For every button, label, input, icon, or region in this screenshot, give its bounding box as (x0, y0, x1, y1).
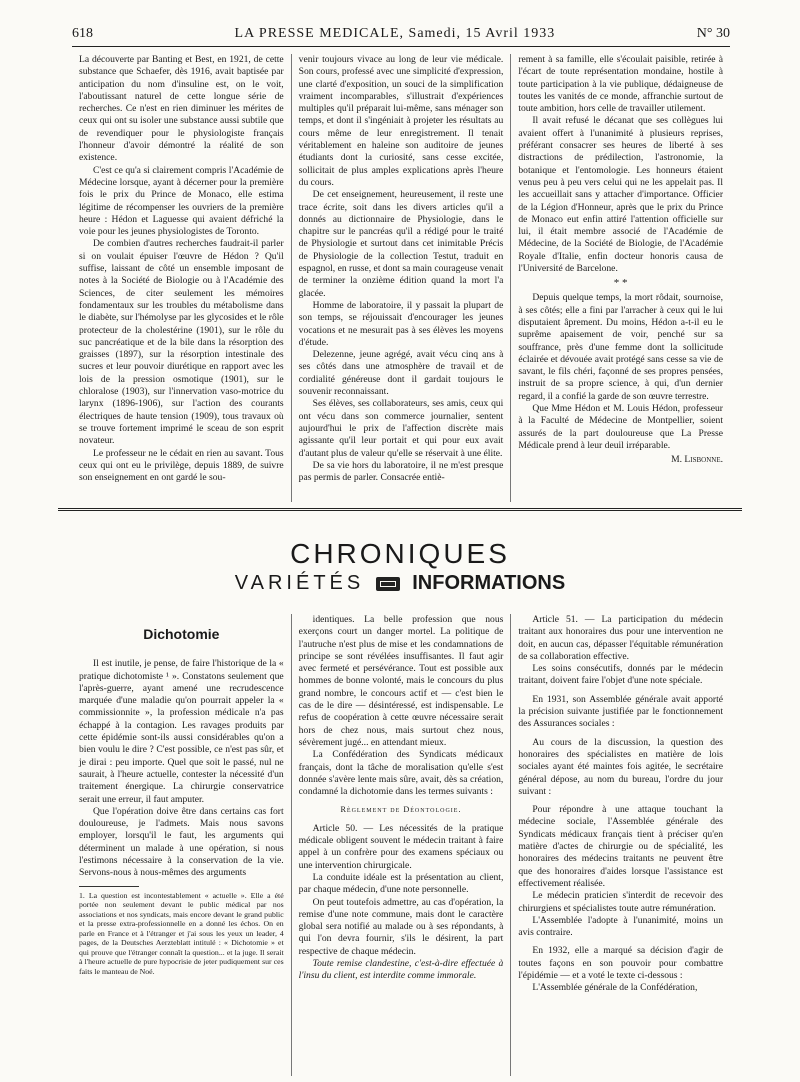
dichotomie-column-2 (291, 614, 511, 1076)
paragraph: Article 50. — Les nécessités de la pratique médicale obligent souvent le médecin traitant à faire appel à un confrère pour des examens spéciaux ou une intervention chirurgicale. (298, 822, 504, 871)
paragraph: Le médecin praticien s'interdit de recevoir des chirurgiens et spécialistes toute autre rémunération. (518, 890, 724, 914)
dichotomie-column-1 (72, 614, 291, 1076)
journal-title-date: LA PRESSE MEDICALE, Samedi, 15 Avril 1933 (234, 26, 556, 41)
article-title: Dichotomie (143, 626, 220, 642)
obituary-article (72, 54, 730, 502)
paragraph: identiques. La belle profession que nous exerçons court un danger mortel. La politique de l'autruche n'est plus de mise et les condamnations de principe se sont révélées insuffisantes. Il faut agir avec fermeté et persévérance. Tout est possible aux hommes de bonne volonté, mais le concours du plus grand nombre, le concours actif et — c'est bien le cas de le dire — désintéressé, est indispensable. Le refus de coopération à cette œuvre nécessaire serait hors de chez nous, mais surtout chez nous, sévèrement jugé... en attendant mieux. (298, 614, 504, 748)
header-rule (72, 46, 730, 47)
footnote-rule (79, 886, 139, 887)
paragraph: Les soins consécutifs, donnés par le médecin traitant, doivent faire l'objet d'une note spéciale. (518, 663, 724, 687)
paragraph: De cet enseignement, heureusement, il reste une trace écrite, soit dans les divers articles qu'il a donnés au dictionnaire de Physiologie, dans le chapitre sur le pancréas qu'il a rédigé pour le traité de Physiologie et surtout dans cet inimitable Précis de Physiologie de la collection Testut, traduit en espagnol, en russe, et dont sa main courageuse venait de terminer la onzième édition quand la mort l'a glacée. (298, 189, 504, 299)
chroniques-heading: CHRONIQUES (290, 538, 510, 569)
issue-date: Samedi, 15 Avril 1933 (408, 26, 556, 41)
paragraph: De sa vie hors du laboratoire, il ne m'est presque pas permis de parler. Consacrée entiè- (298, 459, 504, 484)
masthead-subtitle (0, 572, 800, 595)
paragraph: De combien d'autres recherches faudrait-il parler si on voulait épuiser l'œuvre de Hédon ? Qu'il suffise, laissant de côté un ensemble imposant de notes à la Société de Biologie ou à l'Académie des Sciences, de citer seulement les mémoires fondamentaux sur les troubles du métabolisme dans le diabète, sur l'hémolyse par les glycosides et le rôle protecteur de la cholestérine (1901), sur le rôle du suc pancréatique et de la bile dans la résorption des graisses (1897), sur la résorption intestinale des sucres et leur pouvoir diurétique en rapport avec les lois de la pression osmotique (1901), sur le chloralose (1903), sur l'innervation vaso-motrice du larynx (1896-1906), sur l'action des courants électriques de haute tension (1909), tous travaux où se trouve fortement imprimé le sceau de son esprit novateur. (79, 238, 284, 447)
paragraph: venir toujours vivace au long de leur vie médicale. Son cours, professé avec une simplicité d'expression, une clarté d'exposition, un souci de la simplification vraiment incomparables, s'illustrait d'expériences multiples qu'il préparait lui-même, sans ménager son temps, et dont il s'ingéniait à projeter les résultats au cours même de leur enregistrement. Il tenait véritablement en haleine son auditoire de jeunes étudiants dont la curiosité, sans cesse excitée, sollicitait de plus amples explications après l'heure du cours. (298, 54, 504, 188)
paragraph: Pour répondre à une attaque touchant la médecine sociale, l'Assemblée générale des Syndicats médicaux français tient à préciser qu'en matière d'actes de chirurgie ou de spécialité, les honoraires des médecins traitants ne peuvent être que des honoraires d'aides lorsque l'assistance est effectivement réalisée. (518, 804, 724, 889)
paragraph: En 1932, elle a marqué sa décision d'agir de toutes façons en son pouvoir pour combattre l'épidémie — et a voté le texte ci-dessous : (518, 945, 724, 982)
paragraph: Le professeur ne le cédait en rien au savant. Tous ceux qui ont eu le privilège, depuis 1889, de suivre son enseignement en ont gardé le sou- (79, 447, 284, 484)
paragraph-italic: Toute remise clandestine, c'est-à-dire effectuée à l'insu du client, est interdite comme immorale. (298, 958, 504, 982)
paragraph: Que Mme Hédon et M. Louis Hédon, professeur à la Faculté de Médecine de Montpellier, soient assurés de la part douloureuse que La Presse Médicale prend à leur deuil irréparable. (518, 403, 724, 451)
varietes-heading: VARIÉTÉS (234, 572, 365, 594)
paragraph: L'Assemblée l'adopte à l'unanimité, moins un avis contraire. (518, 914, 724, 939)
dichotomie-article (72, 614, 730, 1076)
paragraph: En 1931, son Assemblée générale avait apporté la précision suivante justifiée par le fonctionnement des Assurances sociales : (518, 693, 724, 730)
paragraph: On peut toutefois admettre, au cas d'opération, la remise d'une note commune, mais dont le caractère global sera notifié au malade ou à ses répondants, à qui l'on devra fournir, s'ils le désirent, la part respective de chaque médecin. (298, 896, 504, 957)
obituary-column-3 (510, 54, 730, 502)
paragraph: Homme de laboratoire, il y passait la plupart de son temps, se réjouissait d'encourager les jeunes vocations et ne mesurait pas à ses élèves les moyens d'étude. (298, 299, 504, 348)
paragraph: L'Assemblée générale de la Confédération, (532, 982, 698, 994)
journal-name: LA PRESSE MEDICALE (234, 26, 400, 41)
asterism: * * (613, 277, 628, 290)
footnote: 1. La question est incontestablement « actuelle ». Elle a été portée non seulement devant le public médical par nos associations et nos syndicats, mais encore devant le grand public et la presse extra-professionnelle en a donné les échos. On en parle en France et à l'étranger et j'ai sous les yeux un leader, 4 pages, de la Deutsches Aerzteblatt intitulé : « Dichotomie » et qui prouve que l'étranger connaît la question... et la juge. Il serait à l'heure actuelle de pure hypocrisie de jeter pudiquement sur ces faits le manteau de Noé. (79, 890, 284, 976)
paragraph: La conduite idéale est la présentation au client, par chaque médecin, d'une note personnelle. (298, 871, 504, 896)
section-masthead (0, 538, 800, 595)
paragraph: Au cours de la discussion, la question des honoraires des spécialistes en matière de lois sociales ayant été maintes fois agitée, le secrétaire général dépose, au nom du bureau, l'ordre du jour suivant : (518, 736, 724, 797)
paragraph: Delezenne, jeune agrégé, avait vécu cinq ans à ses côtés dans une atmosphère de travail et de cordialité généreuse dont il gardait toujours le souvenir reconnaissant. (298, 349, 504, 398)
running-header (72, 26, 730, 42)
paragraph: La découverte par Banting et Best, en 1921, de cette substance que Schaefer, dès 1916, avait baptisée par anticipation du nom d'insuline est, on le voit, l'aboutissant naturel de cette longue série de recherches. Ce n'est en rien diminuer les mérites de ceux qui ont su isoler une substance aussi subtile que de revendiquer pour le physiologiste français l'honneur d'avoir démontré la réalité de son existence. (79, 54, 284, 164)
paragraph: C'est ce qu'a si clairement compris l'Académie de Médecine lorsque, ayant à décerner pour la première fois le prix du Prince de Monaco, elle estima légitime de récompenser les ouvriers de la première heure : Hédon et Laguesse qui avaient défriché la voie pour les jeunes physiologistes de Toronto. (79, 164, 284, 238)
dichotomie-column-3 (510, 614, 730, 1076)
obituary-column-2 (291, 54, 511, 502)
paragraph: Article 51. — La participation du médecin traitant aux honoraires dus pour une intervention ne doit, en aucun cas, dépasser l'équitable rémunération de sa collaboration effective. (518, 614, 724, 662)
issue-number: N° 30 (696, 26, 730, 41)
reglement-heading: Règlement de Déontologie. (340, 805, 462, 815)
ornament-icon (376, 577, 400, 591)
paragraph: Il est inutile, je pense, de faire l'historique de la « pratique dichotomiste ¹ ». Constatons seulement que l'après-guerre, ayant amené une recrudescence marquée d'une maladie qu'on pourrait appeler la « commissionnite », la profession médicale n'a pas échappé à la contagion. Les ravages produits par cette épidémie sont-ils aussi considérables qu'on a bien voulu le dire ? C'est possible, ce n'est pas sûr, et je dirai : peu importe. Quel que soit le passé, nul ne saurait, à l'heure actuelle, contester la nécessité d'un traitement énergique. La chirurgie conservatrice serait une erreur, il faut amputer. (79, 658, 284, 805)
informations-heading: INFORMATIONS (412, 572, 566, 594)
page-number: 618 (72, 26, 93, 41)
paragraph: Ses élèves, ses collaborateurs, ses amis, ceux qui ont vécu dans son commerce journalier, sentent aujourd'hui le prix de l'affection discrète mais agissante qu'il leur portait et qui pour eux avait d'autant plus de valeur qu'elle se réservait à une élite. (298, 398, 504, 459)
paragraph: Il avait refusé le décanat que ses collègues lui avaient offert à l'unanimité à plusieurs reprises, préférant consacrer ses heures de liberté à ses distractions de prédilection, l'astronomie, la botanique et l'entomologie. Les honneurs étaient venus peu à peu vers celui qui ne les appelait pas. Il les accueillait sans y attacher d'importance. Officier de la Légion d'Honneur, après que le prix du Prince de Monaco eut enfin attiré l'attention officielle sur lui, il était membre associé de l'Académie de Médecine, de la Société de Biologie, de l'Académie Royale d'Italie, enfin docteur honoris causa de l'Université de Barcelone. (518, 115, 724, 275)
paragraph: Que l'opération doive être dans certains cas fort douloureuse, je l'admets. Mais nous savons employer, lorsqu'il le faut, les arguments qui déterminent un malade à une opération, si nous l'estimons nécessaire à la conservation de la vie. Servons-nous à nous-mêmes des arguments (79, 805, 284, 879)
obituary-column-1 (72, 54, 291, 502)
section-separator (58, 508, 742, 511)
author-signature: M. Lisbonne. (671, 454, 724, 466)
paragraph: La Confédération des Syndicats médicaux français, dont la tâche de moralisation qu'elle s'est donnée s'avère lente mais sûre, avait, dès sa création, condamné la dichotomie dans les termes suivants : (298, 749, 504, 798)
paragraph: Depuis quelque temps, la mort rôdait, sournoise, à ses côtés; elle a fini par l'arracher à ceux qui le lui disputaient âprement. Du moins, Hédon a-t-il eu le suprême apaisement de voir, penché sur sa souffrance, près d'une femme dont la sollicitude éclairée et dévouée avait protégé sans cesse sa vie de savant, le fils chéri, façonné de ses propres pensées, instruit de sa propre science, à qui, d'un dernier regard, il a confié la garde de son œuvre terrestre. (518, 292, 724, 402)
paragraph: rement à sa famille, elle s'écoulait paisible, retirée à l'écart de toute représentation mondaine, hostile à toute participation à la vie publique, dédaigneuse de toutes les vanités de ce monde, affranchie surtout de toute ambition, hors celle de travailler utilement. (518, 54, 724, 115)
